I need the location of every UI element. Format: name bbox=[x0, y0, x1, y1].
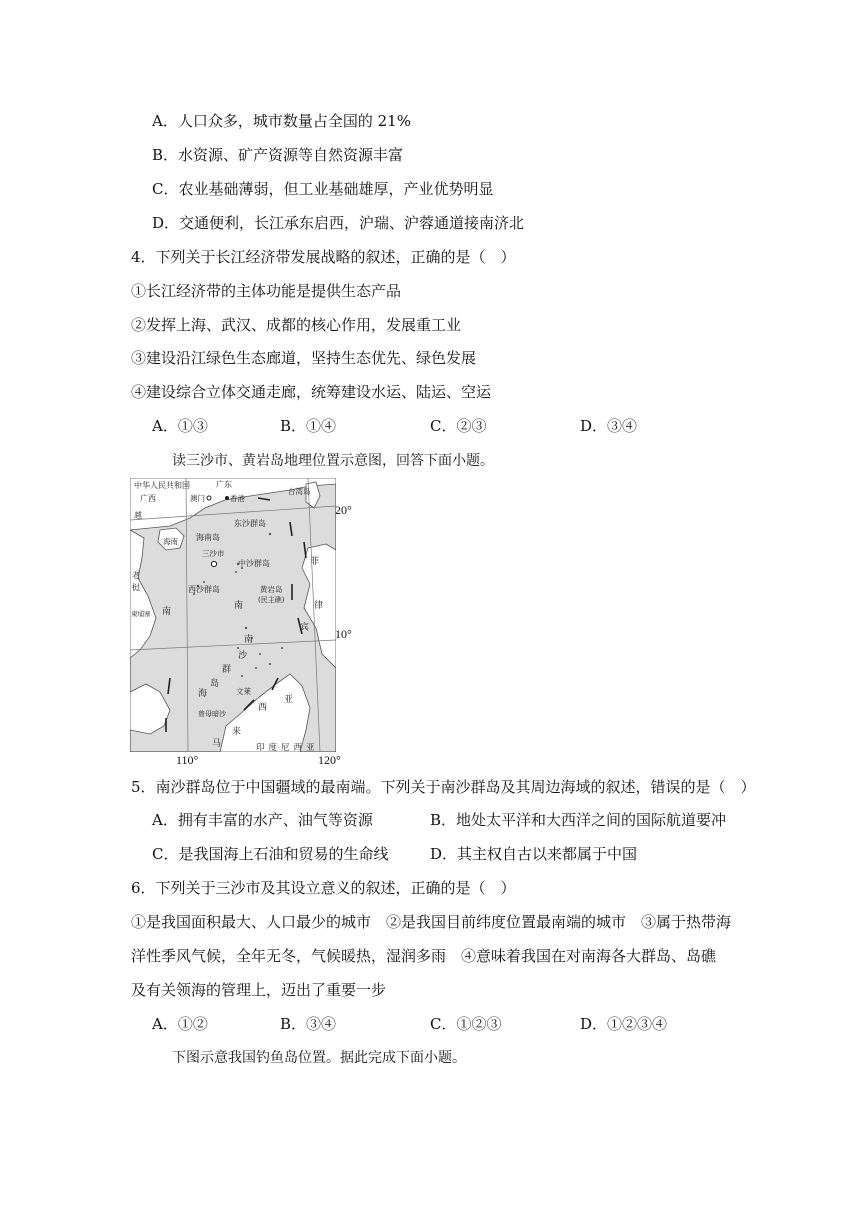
label-guangdong: 广东 bbox=[216, 480, 232, 489]
q4-option-a: A．①③ bbox=[152, 417, 208, 435]
label-phil-3: 宾 bbox=[300, 623, 310, 633]
label-laos-2: 挝 bbox=[132, 583, 140, 592]
macau-marker bbox=[207, 496, 211, 500]
lon-label-120: 120° bbox=[318, 753, 341, 767]
label-sansha: 三沙市 bbox=[202, 549, 225, 558]
q6-line-2: 洋性季风气候，全年无冬，气候暖热，湿润多雨 ④意味着我国在对南海各大群岛、岛礁 bbox=[131, 947, 717, 965]
q6-option-b: B．③④ bbox=[280, 1015, 337, 1033]
q3-option-c: C．农业基础薄弱，但工业基础雄厚，产业优势明显 bbox=[152, 180, 494, 198]
label-hainan-island: 海南岛 bbox=[196, 533, 220, 542]
label-sea-1: 南 bbox=[234, 601, 244, 611]
q6-stem: 6．下列关于三沙市及其设立意义的叙述，正确的是（ ） bbox=[131, 879, 516, 897]
label-guangxi: 广西 bbox=[140, 494, 156, 503]
label-dongsha: 东沙群岛 bbox=[234, 519, 266, 528]
label-nansha-4: 岛 bbox=[210, 679, 220, 689]
q6-line-1: ①是我国面积最大、人口最少的城市 ②是我国目前纬度位置最南端的城市 ③属于热带海 bbox=[131, 913, 732, 931]
label-minzhu: (民主礁) bbox=[258, 596, 285, 604]
label-laos-1: 老 bbox=[132, 571, 140, 580]
label-sea-2: 海 bbox=[198, 689, 208, 699]
map-intro: 读三沙市、黄岩岛地理位置示意图，回答下面小题。 bbox=[172, 453, 494, 469]
south-china-sea-map bbox=[130, 478, 336, 752]
q3-option-a: A．人口众多，城市数量占全国的 21% bbox=[152, 112, 411, 130]
label-nansha-1: 南 bbox=[244, 635, 254, 645]
q5-option-c: C．是我国海上石油和贸易的生命线 bbox=[152, 845, 389, 863]
label-malay-4: 亚 bbox=[284, 695, 294, 705]
label-hainan: 海南 bbox=[163, 537, 178, 546]
label-malay-2: 来 bbox=[232, 727, 242, 737]
q4-item-3: ③建设沿江绿色生态廊道，坚持生态优先、绿色发展 bbox=[131, 349, 477, 367]
label-xisha: 西沙群岛 bbox=[188, 585, 220, 594]
label-phil-2: 律 bbox=[314, 601, 324, 611]
label-nansha-3: 群 bbox=[222, 665, 232, 675]
q5-option-a: A．拥有丰富的水产、油气等资源 bbox=[152, 811, 373, 829]
label-zhongsha: 中沙群岛 bbox=[238, 559, 270, 568]
label-malay-1: 马 bbox=[212, 739, 222, 749]
label-vietnam: 越 bbox=[134, 511, 142, 520]
hongkong-marker bbox=[225, 496, 229, 500]
q4-item-1: ①长江经济带的主体功能是提供生态产品 bbox=[131, 282, 402, 300]
label-brunei: 文莱 bbox=[236, 687, 251, 696]
q6-option-c: C．①②③ bbox=[430, 1015, 502, 1033]
label-hongkong: 香港 bbox=[230, 494, 245, 503]
lon-label-110: 110° bbox=[176, 753, 199, 767]
q4-stem: 4．下列关于长江经济带发展战略的叙述，正确的是（ ） bbox=[131, 248, 516, 266]
sansha-marker bbox=[211, 561, 216, 566]
label-malay-3: 西 bbox=[258, 703, 268, 713]
q6-line-3: 及有关领海的管理上，迈出了重要一步 bbox=[131, 981, 387, 999]
q4-option-b: B．①④ bbox=[280, 417, 337, 435]
q4-option-d: D．③④ bbox=[580, 417, 638, 435]
q4-option-c: C．②③ bbox=[430, 417, 487, 435]
label-macau: 澳门 bbox=[190, 494, 205, 503]
label-nansha-2: 沙 bbox=[238, 651, 248, 661]
q3-option-d: D．交通便利，长江承东启西，沪瑞、沪蓉通道接南济北 bbox=[152, 214, 525, 232]
q4-item-2: ②发挥上海、武汉、成都的核心作用，发展重工业 bbox=[131, 316, 462, 334]
q3-option-b: B．水资源、矿产资源等自然资源丰富 bbox=[152, 146, 404, 164]
label-vietnam-south: 南 bbox=[162, 607, 172, 617]
lat-label-20: 20° bbox=[335, 503, 352, 517]
label-prc: 中华人民共和国 bbox=[134, 481, 190, 490]
q4-item-4: ④建设综合立体交通走廊，统筹建设水运、陆运、空运 bbox=[131, 383, 492, 401]
q5-option-d: D．其主权自古以来都属于中国 bbox=[430, 845, 638, 863]
q5-stem: 5．南沙群岛位于中国疆域的最南端。下列关于南沙群岛及其周边海域的叙述，错误的是（ ） bbox=[131, 778, 756, 796]
label-zengmu: 曾母暗沙 bbox=[198, 710, 226, 718]
label-phil-1: 菲 bbox=[310, 557, 320, 567]
label-cambodia: 柬埔寨 bbox=[131, 610, 151, 618]
lat-label-10: 10° bbox=[335, 627, 352, 641]
q6-option-a: A．①② bbox=[152, 1015, 208, 1033]
label-taiwan: 台湾岛 bbox=[288, 487, 311, 496]
next-map-intro: 下图示意我国钓鱼岛位置。据此完成下面小题。 bbox=[172, 1050, 466, 1066]
q5-option-b: B．地处太平洋和大西洋之间的国际航道要冲 bbox=[430, 811, 727, 829]
label-indonesia: 印度尼西亚 bbox=[256, 743, 319, 752]
q6-option-d: D．①②③④ bbox=[580, 1015, 668, 1033]
label-huangyan: 黄岩岛 bbox=[260, 585, 283, 594]
